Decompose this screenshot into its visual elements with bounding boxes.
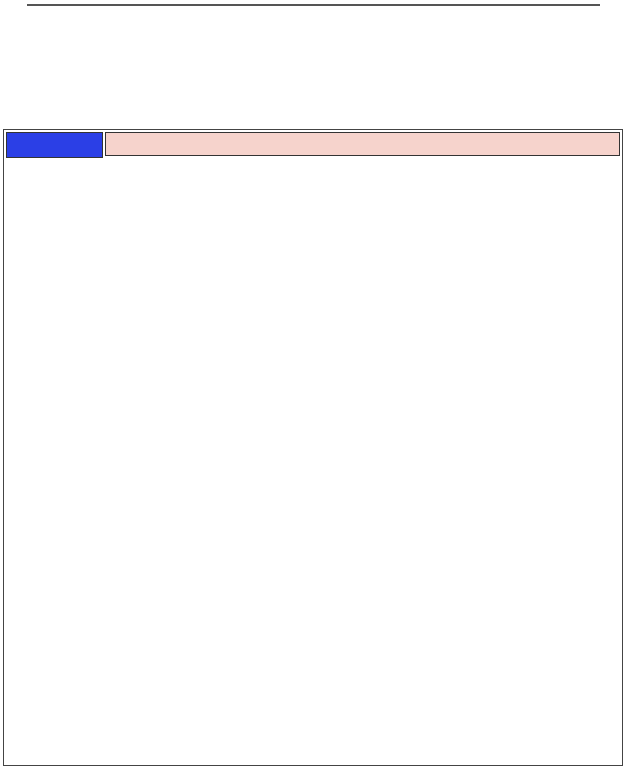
heat-index-table bbox=[3, 129, 623, 766]
temperature-header bbox=[6, 132, 103, 158]
humidity-header bbox=[105, 132, 620, 156]
color-legend bbox=[27, 4, 600, 6]
